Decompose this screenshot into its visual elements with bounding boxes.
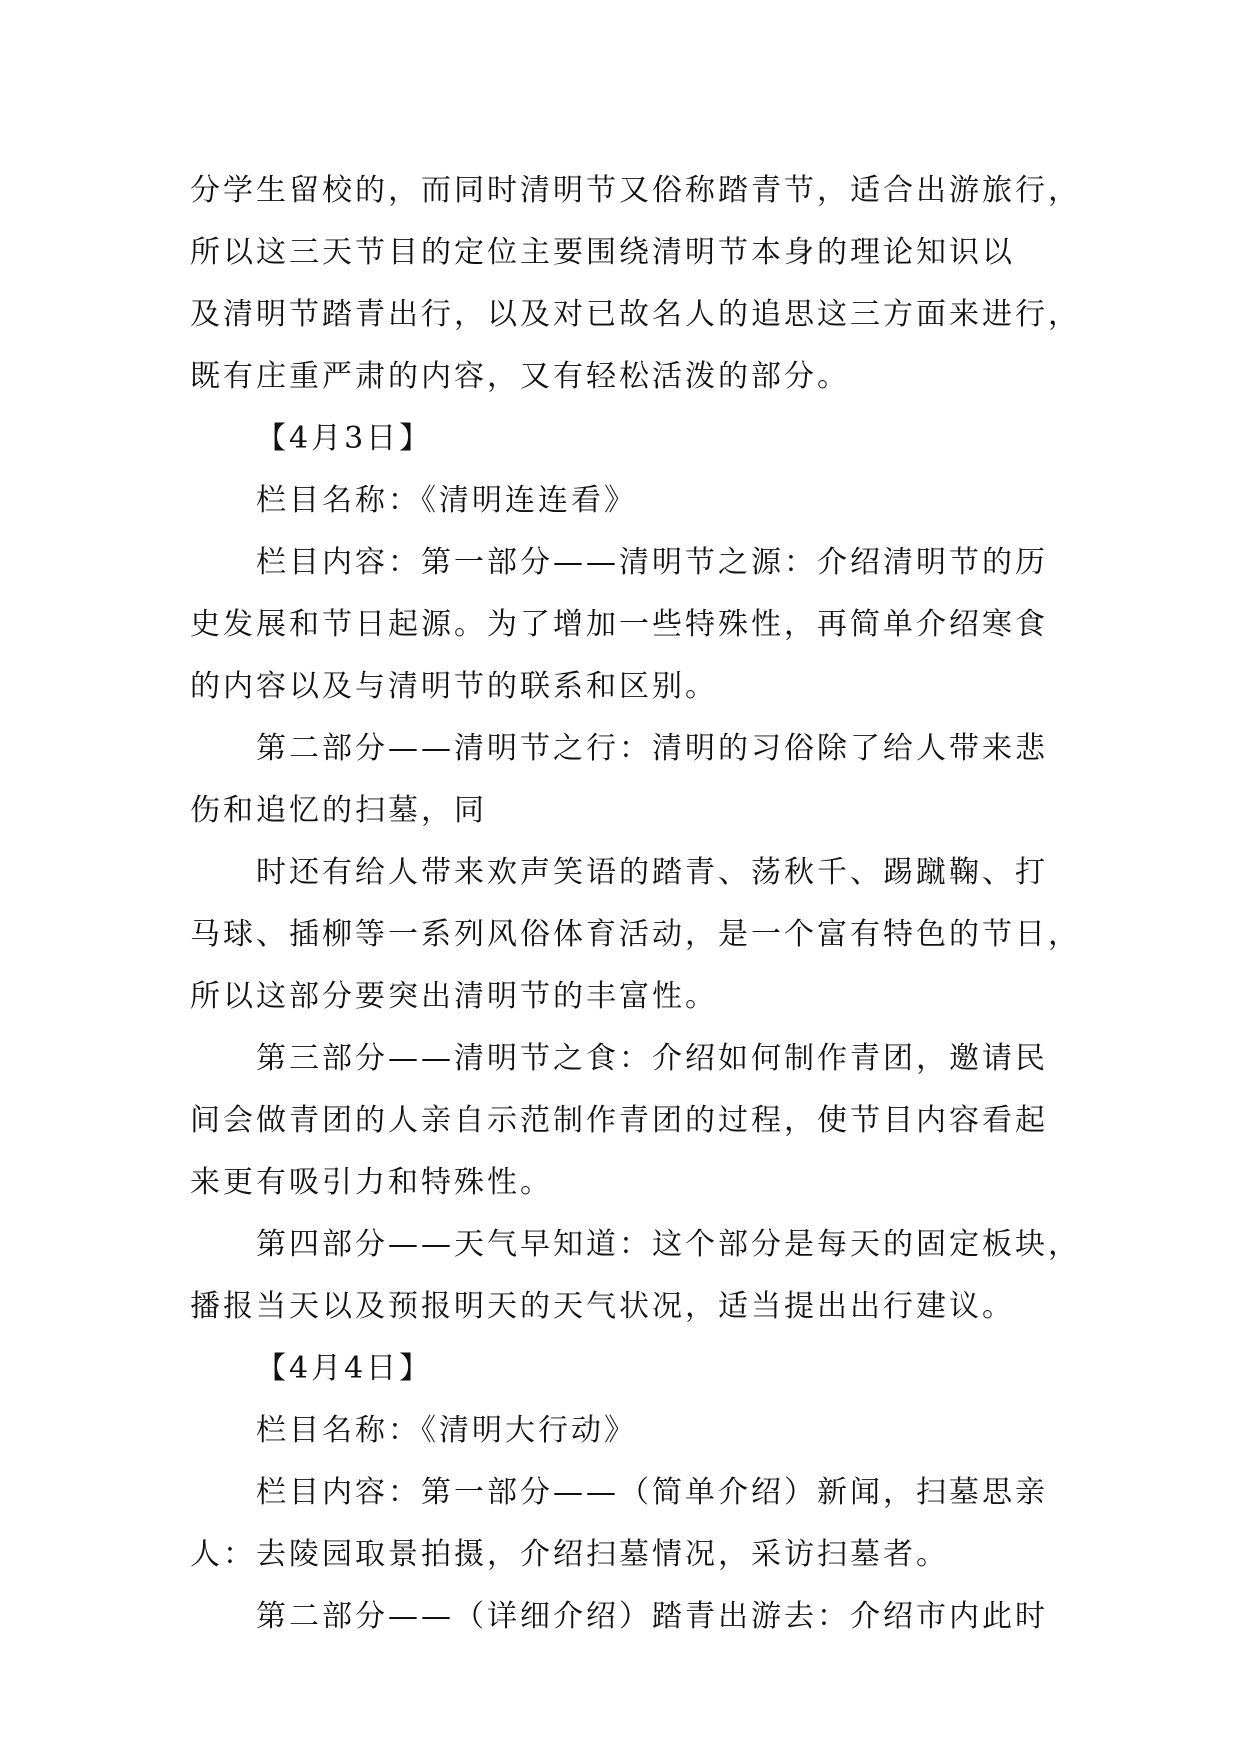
paragraph-line: 既有庄重严肃的内容，又有轻松活泼的部分。 [190,359,850,394]
paragraph-line: 伤和追忆的扫墓，同 [190,793,487,828]
paragraph-line: 时还有给人带来欢声笑语的踏青、荡秋千、踢蹴鞠、打 [256,855,1048,890]
paragraph-line: 栏目内容：第一部分——清明节之源：介绍清明节的历 [256,545,1048,580]
paragraph-line: 所以这部分要突出清明节的丰富性。 [190,979,718,1014]
paragraph-line: 间会做青团的人亲自示范制作青团的过程，使节目内容看起 [190,1103,1048,1138]
paragraph-line: 人：去陵园取景拍摄，介绍扫墓情况，采访扫墓者。 [190,1537,949,1572]
paragraph-line: 来更有吸引力和特殊性。 [190,1165,553,1200]
document-body [190,160,1090,1648]
paragraph-line: 所以这三天节目的定位主要围绕清明节本身的理论知识以 [190,235,1015,270]
paragraph-line: 【4月4日】 [256,1351,433,1386]
paragraph-line: 的内容以及与清明节的联系和区别。 [190,669,718,704]
paragraph-line: 【4月3日】 [256,421,433,456]
paragraph-line: 马球、插柳等一系列风俗体育活动，是一个富有特色的节日， [190,917,1081,952]
paragraph-line: 分学生留校的，而同时清明节又俗称踏青节，适合出游旅行， [190,173,1081,208]
paragraph-line: 第二部分——清明节之行：清明的习俗除了给人带来悲 [256,731,1048,766]
paragraph-line: 播报当天以及预报明天的天气状况，适当提出出行建议。 [190,1289,1015,1324]
paragraph-line: 栏目名称：《清明连连看》 [256,483,637,518]
paragraph-line: 史发展和节日起源。为了增加一些特殊性，再简单介绍寒食 [190,607,1048,642]
paragraph-line: 及清明节踏青出行，以及对已故名人的追思这三方面来进行， [190,297,1081,332]
paragraph-line: 第二部分——（详细介绍）踏青出游去：介绍市内此时 [256,1599,1048,1634]
paragraph-line: 栏目内容：第一部分——（简单介绍）新闻，扫墓思亲 [256,1475,1048,1510]
paragraph-line: 第三部分——清明节之食：介绍如何制作青团，邀请民 [256,1041,1048,1076]
paragraph-line: 第四部分——天气早知道：这个部分是每天的固定板块， [256,1227,1081,1262]
paragraph-line: 栏目名称：《清明大行动》 [256,1413,637,1448]
